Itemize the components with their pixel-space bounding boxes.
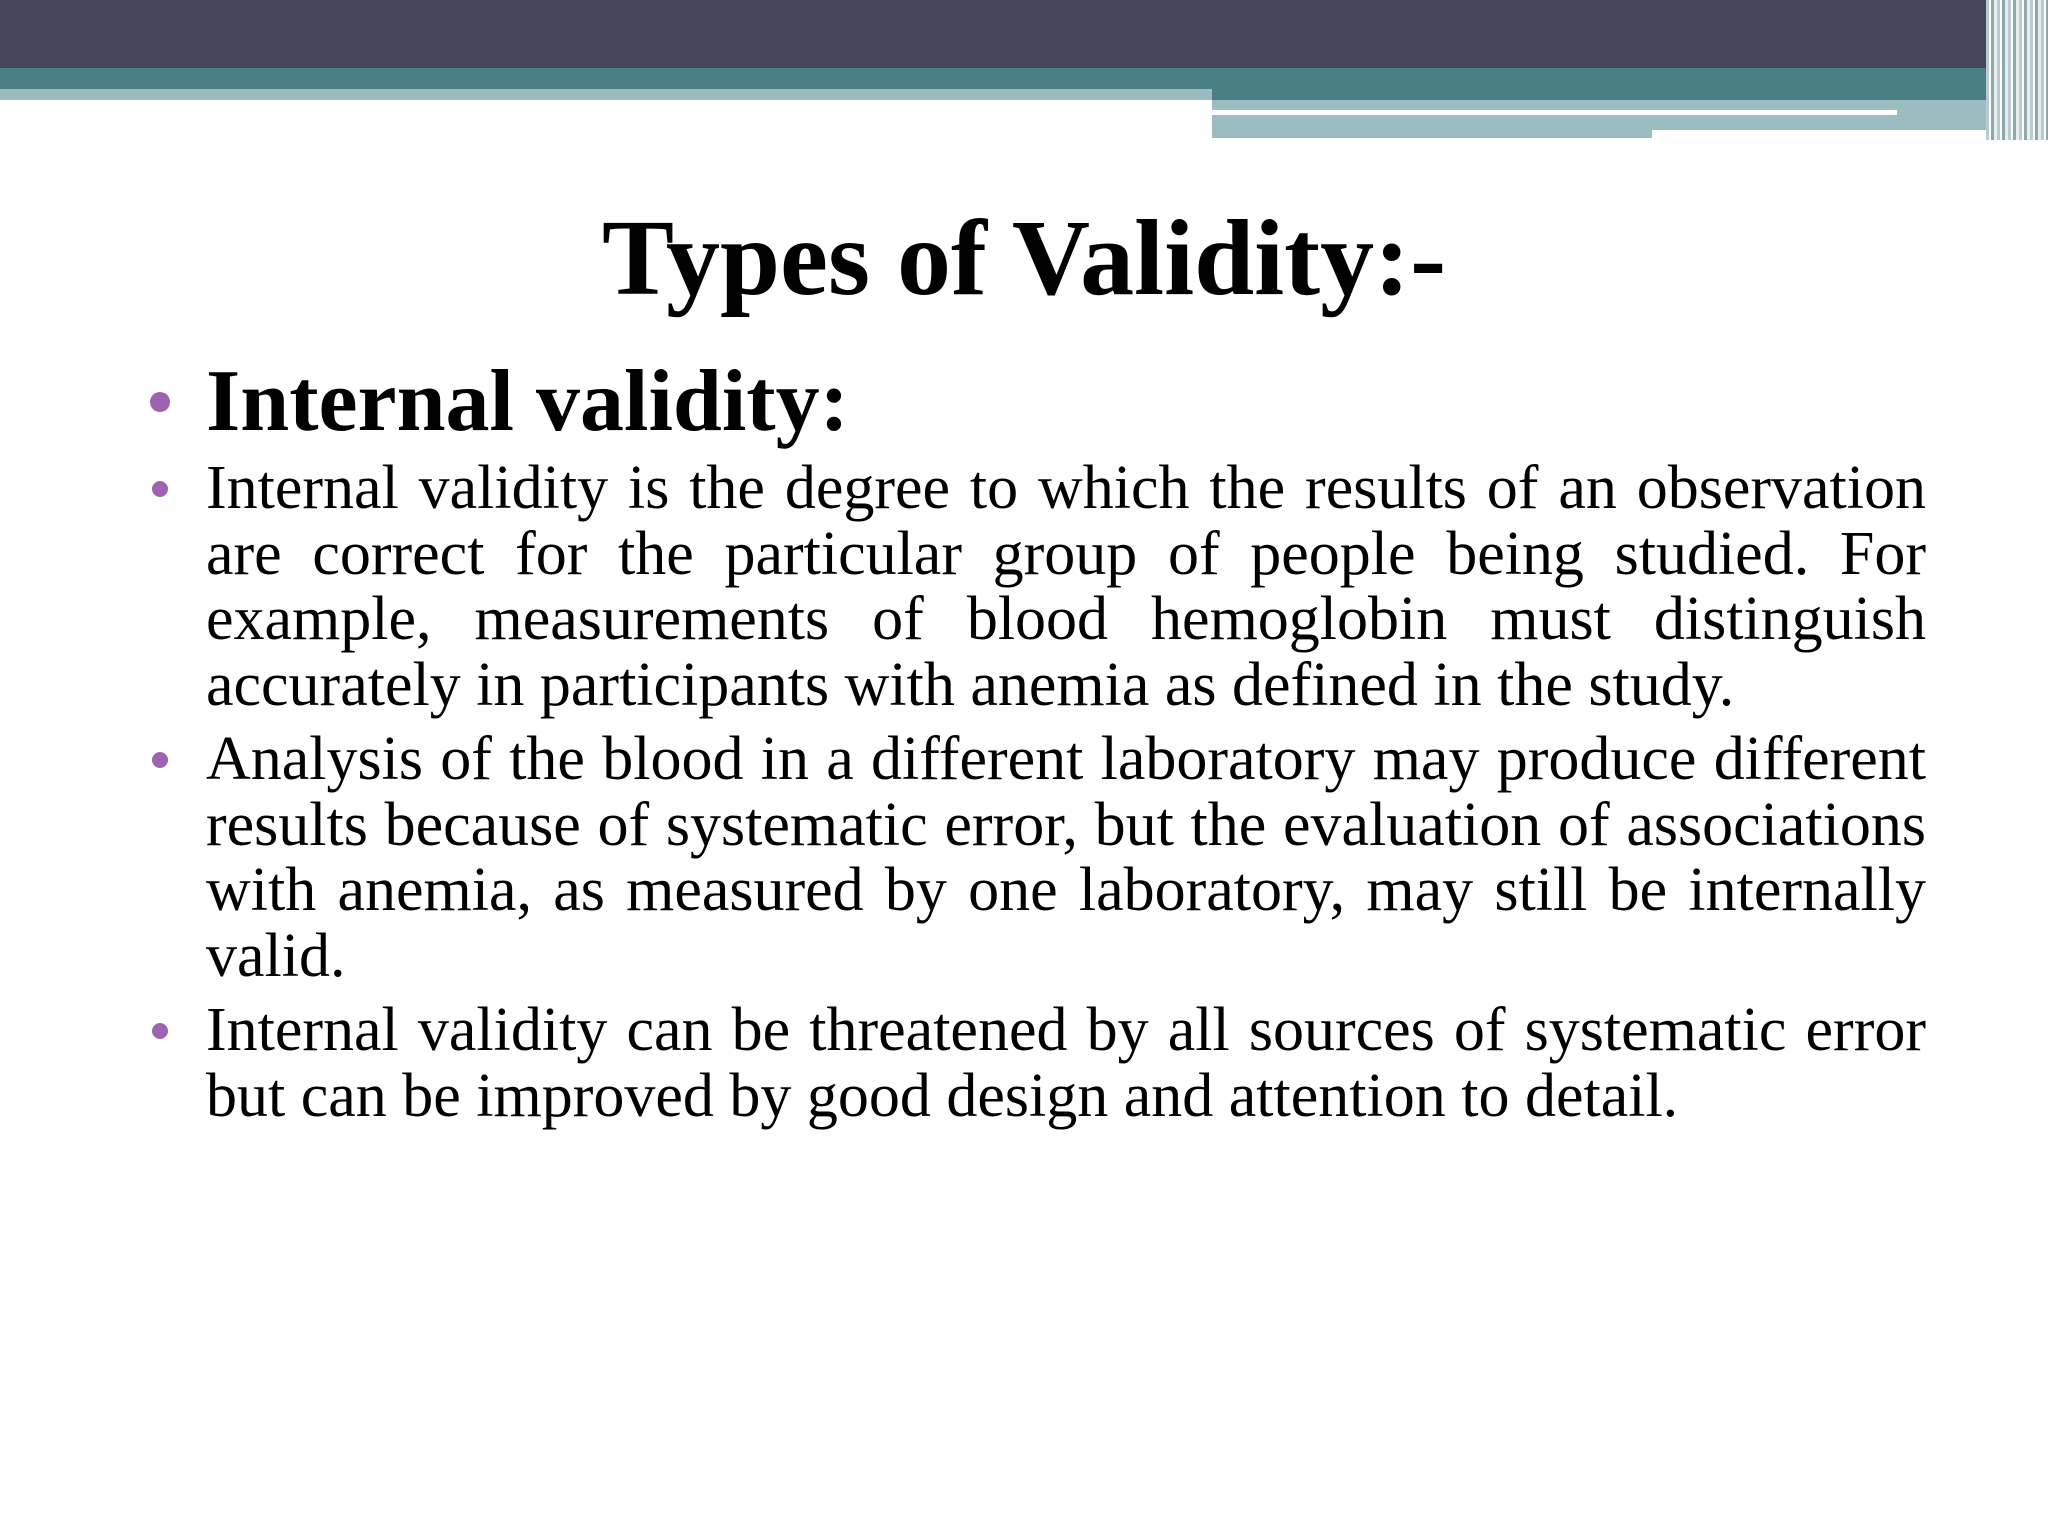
- header-white-line: [1212, 110, 1897, 115]
- header-teal-band-right: [1212, 68, 2048, 100]
- heading-bullet-text: Internal validity:: [206, 353, 849, 450]
- bullet-dot-icon: [152, 752, 168, 768]
- bullet-dot-icon: [152, 481, 168, 497]
- list-item: [0, 727, 1926, 989]
- slide-title: Types of Validity:-: [601, 199, 1447, 318]
- list-item: [0, 456, 1926, 718]
- header-teal-band-left: [0, 68, 1212, 89]
- header-dark-band: [0, 0, 2048, 68]
- header-light-band-left: [0, 89, 1212, 100]
- list-item: [0, 998, 1926, 1129]
- heading-bullet: [0, 350, 1926, 454]
- bullet-text: Internal validity can be threatened by all sources of systematic error but can be improved by good design and attention to detail.: [206, 996, 1926, 1130]
- bullet-dot-icon: [150, 392, 170, 412]
- bullet-text: Analysis of the blood in a different laboratory may produce different results because of systematic error, but the evaluation of associations with anemia, as measured by one laboratory, may still be internally valid.: [206, 725, 1926, 990]
- bullet-dot-icon: [152, 1023, 168, 1039]
- header-stripes-decoration: [1986, 0, 2048, 140]
- bullet-text: Internal validity is the degree to which the results of an observation are correct for the particular group of people being studied. For example, measurements of blood hemoglobin must distinguish accurately in participants with anemia as defined in the study.: [206, 454, 1926, 719]
- bullet-list: [0, 350, 2048, 1138]
